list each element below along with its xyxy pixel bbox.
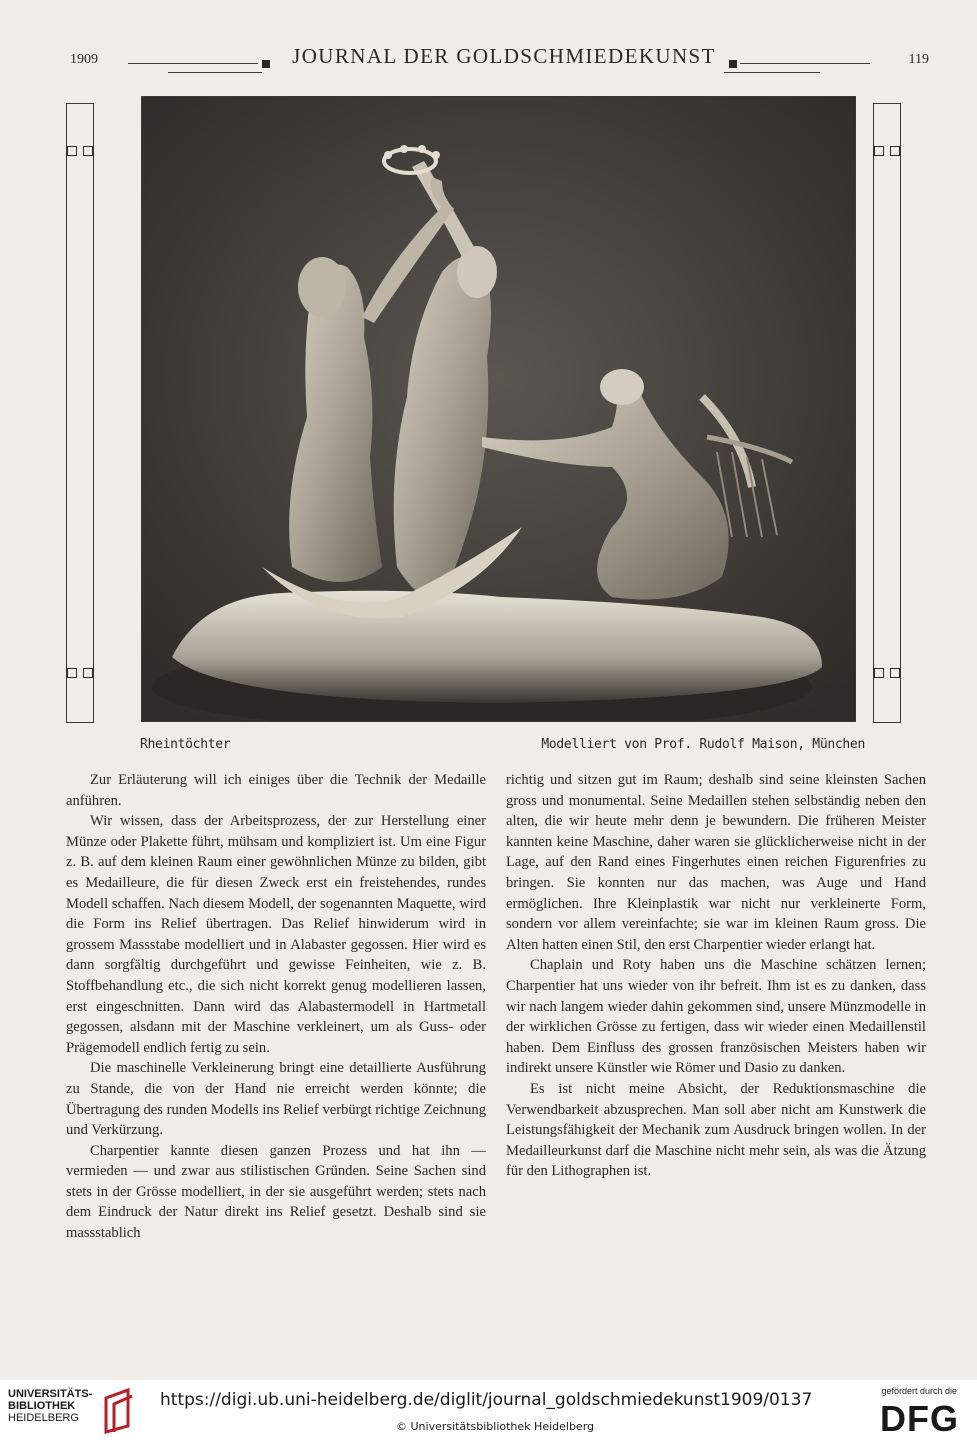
text-column-right xyxy=(506,770,926,1182)
header-rule-right xyxy=(740,63,870,64)
frame-column-right xyxy=(873,103,901,723)
permalink-url[interactable]: https://digi.ub.uni-heidelberg.de/diglit/journal_goldschmiedekunst1909/0137 xyxy=(160,1390,813,1410)
header-ornament-left xyxy=(262,60,270,68)
page-number: 119 xyxy=(908,52,929,67)
frame-column-left xyxy=(66,103,94,723)
header-ornament-right xyxy=(729,60,737,68)
viewer-footer xyxy=(0,1380,977,1444)
library-logo-mark-icon xyxy=(100,1386,134,1436)
paragraph: richtig und sitzen gut im Raum; deshalb sind seine kleinsten Sachen gross und monumental. Seine Medaillen stehen selbständig neben den alten, die wir heute mehr denn je bewundern. Die früheren Meister kannten keine Maschine, daher waren sie glücklicherweise nicht in der Lage, auf den Rand eines Fingerhutes einen reichen Figurenfries zu bringen. Sie konnten nur das machen, was Auge und Hand ermöglichen. Ihre Kleinplastik war nicht nur verkleinerte Form, sondern vor allem vereinfachte; sie war im kleinen Raum gross. Die Alten hatten einen Stil, den erst Charpentier wieder erlangt hat. xyxy=(506,772,926,953)
figure-caption-title: Rheintöchter xyxy=(140,737,231,752)
library-logo[interactable]: UNIVERSITÄTS- BIBLIOTHEK HEIDELBERG xyxy=(8,1388,93,1424)
paragraph: Wir wissen, dass der Arbeitsprozess, der zur Herstellung einer Münze oder Plakette führt, mühsam und kompliziert ist. Um eine Figur z. B. auf dem kleinen Raum einer gewöhnlichen Münze zu bilden, gibt es Medailleure, die für diesen Zweck erst ein freistehendes, rundes Modell schaffen. Nach diesem Modell, der sogenannten Maquette, wird die Form ins Relief übertragen. Das Relief hinwiderum wird in grossem Massstabe modelliert und in Alabaster gegossen. Hier wird es dann sorgfältig durchgeführt und gewisse Feinheiten, wie z. B. Stoffbehandlung etc., die sich nicht korrekt genug modellieren lassen, erst eingeschnitten. Dann wird das Alabastermodell in Hartmetall gegossen, alsdann mit der Maschine verkleinert, um als Guss- oder Prägemodell endlich fertig zu sein. xyxy=(66,813,486,1056)
paragraph: Es ist nicht meine Absicht, der Reduktionsmaschine die Verwendbarkeit abzusprechen. Man soll aber nicht am Kunstwerk die Leistungsfähigkeit der Mechanik zum Ausdruck bringen wollen. In der Medailleurkunst darf die Maschine nicht mehr sein, als was die Ätzung für den Lithographen ist. xyxy=(506,1080,926,1180)
funding-note: gefördert durch die xyxy=(881,1386,957,1396)
header-rule-right-lower xyxy=(724,72,820,73)
text-column-left xyxy=(66,770,486,1244)
header-rule-left xyxy=(128,63,258,64)
paragraph: Die maschinelle Verkleinerung bringt eine detaillierte Ausführung zu Stande, die von der Hand nie erreicht werden könnte; die Übertragung des runden Modells ins Relief verbürgt richtige Zeichnung und Verkürzung. xyxy=(66,1060,486,1139)
paragraph: Zur Erläuterung will ich einiges über die Technik der Medaille anführen. xyxy=(66,772,486,809)
journal-title: JOURNAL DER GOLDSCHMIEDEKUNST xyxy=(292,44,716,68)
paragraph: Charpentier kannte diesen ganzen Prozess und hat ihn — vermieden — und zwar aus stilistischen Gründen. Seine Sachen sind stets in der Grösse modelliert, in der sie ausgeführt werden; stets nach dem Eindruck der Natur direkt ins Relief gesetzt. Deshalb sind sie massstablich xyxy=(66,1142,486,1242)
dfg-logo[interactable]: DFG xyxy=(880,1398,959,1439)
copyright-note: © Universitätsbibliothek Heidelberg xyxy=(396,1420,595,1433)
header-rule-left-lower xyxy=(168,72,262,73)
sculpture-photo xyxy=(141,96,856,722)
sculpture-illustration xyxy=(142,97,855,721)
header-year: 1909 xyxy=(70,52,98,67)
paragraph: Chaplain und Roty haben uns die Maschine schätzen lernen; Charpentier hat uns wieder von ihr befreit. Ihm ist es zu danken, dass wir nach langem wieder dahin gekommen sind, unsere Münzmodelle in der wirklichen Grösse zu fertigen, dass wir wieder einen Medaillenstil haben. Dem Einfluss des grossen französischen Meisters haben wir indirekt unsere Künstler wie Römer und Dasio zu danken. xyxy=(506,957,926,1077)
figure-caption-credit: Modelliert von Prof. Rudolf Maison, München xyxy=(541,737,865,752)
